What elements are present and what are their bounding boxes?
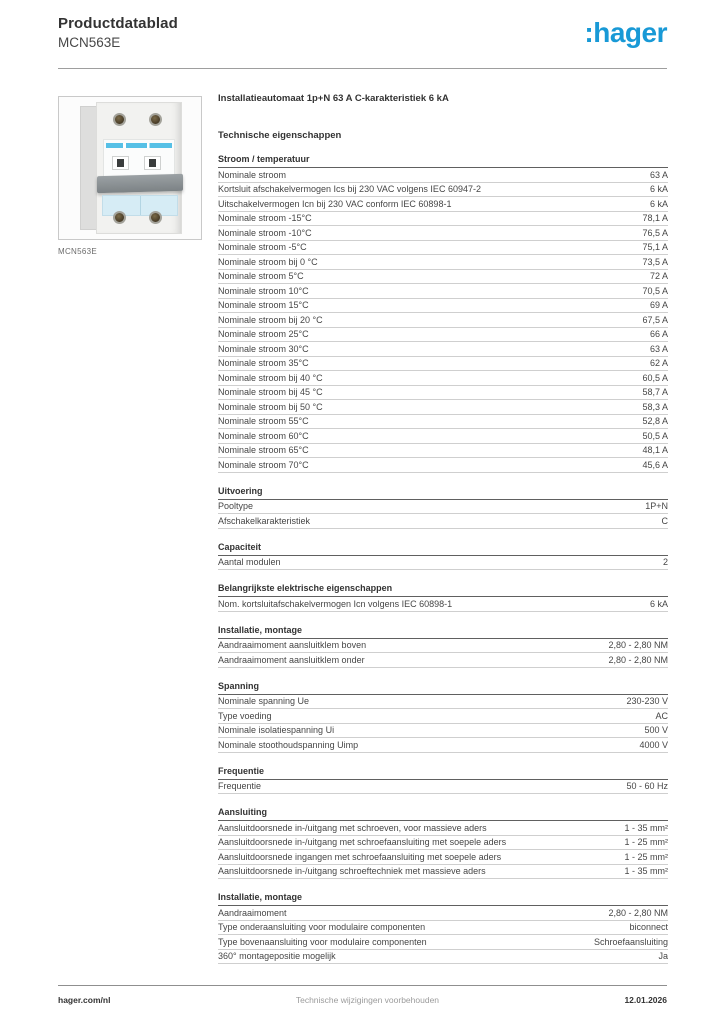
spec-row-value: 60,5 A bbox=[642, 372, 668, 383]
spec-row-value: 67,5 A bbox=[642, 314, 668, 325]
spec-row-value: 52,8 A bbox=[642, 416, 668, 426]
spec-row-value: 50 - 60 Hz bbox=[626, 781, 668, 791]
spec-row bbox=[218, 168, 668, 183]
spec-row-label: Type voeding bbox=[218, 710, 272, 721]
spec-row-label: Nominale stroom bij 45 °C bbox=[218, 387, 323, 397]
breaker-screw-bottom-right bbox=[149, 211, 162, 224]
breaker-screw-bottom-left bbox=[113, 211, 126, 224]
spec-row bbox=[218, 639, 668, 654]
spec-row bbox=[218, 386, 668, 401]
section-title: Stroom / temperatuur bbox=[218, 154, 668, 168]
footer-date: 12.01.2026 bbox=[624, 995, 667, 1005]
circuit-breaker-illustration bbox=[80, 102, 182, 234]
page-footer bbox=[58, 995, 667, 1005]
section-title: Installatie, montage bbox=[218, 892, 668, 906]
spec-row-label: Afschakelkarakteristiek bbox=[218, 515, 311, 526]
spec-row-value: 50,5 A bbox=[642, 430, 668, 441]
tech-properties-heading: Technische eigenschappen bbox=[218, 130, 342, 141]
breaker-label-divider bbox=[140, 196, 141, 215]
section-title: Frequentie bbox=[218, 766, 668, 780]
spec-row-value: 70,5 A bbox=[642, 285, 668, 296]
spec-row bbox=[218, 780, 668, 795]
spec-row-label: Nominale stroom 30°C bbox=[218, 343, 309, 354]
spec-row-label: Nominale stroom bij 50 °C bbox=[218, 401, 323, 412]
spec-row-label: Aansluitdoorsnede ingangen met schroefaansluiting met soepele aders bbox=[218, 851, 502, 862]
spec-row-label: Nom. kortsluitafschakelvermogen Icn volgens IEC 60898-1 bbox=[218, 598, 453, 609]
spec-row-label: Aandraaimoment bbox=[218, 907, 287, 918]
spec-row-value: 62 A bbox=[649, 358, 668, 368]
spec-row-value: 2,80 - 2,80 NM bbox=[608, 640, 668, 650]
breaker-screw-top-left bbox=[113, 113, 126, 126]
spec-row bbox=[218, 400, 668, 415]
spec-row bbox=[218, 212, 668, 227]
spec-row-value: C bbox=[661, 515, 668, 526]
spec-row-value: 69 A bbox=[649, 300, 668, 310]
product-image-column bbox=[58, 96, 202, 256]
spec-row-label: Nominale stroom -10°C bbox=[218, 227, 312, 238]
product-title: Installatieautomaat 1p+N 63 A C-karakteristiek 6 kA bbox=[218, 93, 449, 104]
spec-row-label: Nominale stroom 65°C bbox=[218, 445, 309, 455]
spec-row bbox=[218, 458, 668, 473]
spec-row-value: 2,80 - 2,80 NM bbox=[608, 654, 668, 665]
spec-row-value: 66 A bbox=[649, 329, 668, 339]
spec-row-value: 230-230 V bbox=[626, 696, 668, 706]
spec-row bbox=[218, 444, 668, 459]
spec-row-label: Aansluitdoorsnede in-/uitgang met schroeven, voor massieve aders bbox=[218, 822, 487, 833]
spec-row-label: Nominale stroom 5°C bbox=[218, 271, 304, 281]
breaker-indicator-dot bbox=[117, 159, 124, 167]
spec-row bbox=[218, 241, 668, 256]
spec-row bbox=[218, 357, 668, 372]
spec-section-3 bbox=[218, 583, 668, 612]
spec-row bbox=[218, 906, 668, 921]
spec-row bbox=[218, 371, 668, 386]
spec-row-value: 500 V bbox=[644, 725, 668, 735]
spec-row-value: 4000 V bbox=[639, 739, 668, 750]
spec-section-4 bbox=[218, 625, 668, 668]
breaker-indicator-dot bbox=[149, 159, 156, 167]
spec-row-label: Nominale stroom 55°C bbox=[218, 416, 309, 426]
spec-row bbox=[218, 653, 668, 668]
spec-row-label: Frequentie bbox=[218, 781, 262, 791]
spec-row-label: Nominale stroom bij 40 °C bbox=[218, 372, 323, 383]
spec-row-label: Kortsluit afschakelvermogen Ics bij 230 VAC volgens IEC 60947-2 bbox=[218, 184, 481, 194]
spec-row-label: Nominale stroom 10°C bbox=[218, 285, 309, 296]
spec-row bbox=[218, 935, 668, 950]
breaker-indicator-window-left bbox=[112, 156, 129, 170]
spec-row bbox=[218, 328, 668, 343]
spec-row bbox=[218, 821, 668, 836]
spec-row-value: Schroefaansluiting bbox=[593, 936, 668, 947]
spec-row-label: Pooltype bbox=[218, 501, 254, 511]
spec-row bbox=[218, 738, 668, 753]
spec-row-value: 1 - 25 mm² bbox=[624, 851, 668, 862]
spec-row-label: Uitschakelvermogen Icn bij 230 VAC conform IEC 60898-1 bbox=[218, 198, 452, 209]
spec-row bbox=[218, 597, 668, 612]
spec-row-value: 63 A bbox=[649, 343, 668, 354]
document-type: Productdatablad bbox=[58, 15, 178, 32]
spec-row-label: Nominale stroom 15°C bbox=[218, 300, 309, 310]
spec-row-label: 360° montagepositie mogelijk bbox=[218, 951, 336, 961]
spec-row bbox=[218, 226, 668, 241]
spec-section-5 bbox=[218, 681, 668, 753]
spec-row bbox=[218, 183, 668, 198]
spec-row bbox=[218, 197, 668, 212]
breaker-body bbox=[96, 102, 182, 234]
spec-row-label: Nominale stoothoudspanning Uimp bbox=[218, 739, 359, 750]
spec-row bbox=[218, 270, 668, 285]
spec-column bbox=[218, 93, 668, 964]
spec-row-label: Aansluitdoorsnede in-/uitgang schroeftechniek met massieve aders bbox=[218, 866, 486, 876]
spec-section-2 bbox=[218, 542, 668, 571]
spec-row-label: Nominale stroom 70°C bbox=[218, 459, 309, 470]
breaker-toggle-lever bbox=[97, 174, 183, 193]
spec-row-label: Nominale stroom bbox=[218, 169, 287, 180]
spec-row-value: biconnect bbox=[629, 922, 668, 932]
product-image-caption: MCN563E bbox=[58, 247, 98, 256]
spec-row-label: Type bovenaansluiting voor modulaire componenten bbox=[218, 936, 427, 947]
page-header bbox=[58, 15, 667, 50]
spec-row bbox=[218, 415, 668, 430]
spec-row-label: Nominale stroom bij 20 °C bbox=[218, 314, 323, 325]
breaker-brand-stripe bbox=[106, 143, 172, 148]
spec-row-label: Nominale stroom 25°C bbox=[218, 329, 309, 339]
spec-row bbox=[218, 284, 668, 299]
spec-row bbox=[218, 500, 668, 515]
spec-row-label: Nominale isolatiespanning Ui bbox=[218, 725, 335, 735]
spec-section-6 bbox=[218, 766, 668, 795]
footer-website: hager.com/nl bbox=[58, 995, 111, 1005]
breaker-screw-top-right bbox=[149, 113, 162, 126]
spec-row-value: Ja bbox=[658, 951, 668, 961]
section-title: Capaciteit bbox=[218, 542, 668, 556]
section-title: Belangrijkste elektrische eigenschappen bbox=[218, 583, 668, 597]
spec-row bbox=[218, 850, 668, 865]
spec-row-value: 1P+N bbox=[645, 501, 668, 511]
spec-row-label: Nominale stroom bij 0 °C bbox=[218, 256, 318, 267]
spec-row-value: 63 A bbox=[649, 169, 668, 180]
spec-row-label: Nominale stroom -5°C bbox=[218, 242, 307, 252]
spec-row-value: 76,5 A bbox=[642, 227, 668, 238]
spec-row-value: 2 bbox=[662, 557, 668, 567]
spec-row-label: Type onderaansluiting voor modulaire componenten bbox=[218, 922, 426, 932]
spec-row bbox=[218, 921, 668, 936]
spec-row bbox=[218, 556, 668, 571]
spec-row-label: Aansluitdoorsnede in-/uitgang met schroefaansluiting met soepele aders bbox=[218, 837, 507, 847]
spec-row-value: 72 A bbox=[649, 271, 668, 281]
spec-row-label: Nominale spanning Ue bbox=[218, 696, 310, 706]
header-divider bbox=[58, 68, 667, 69]
spec-row-label: Aandraaimoment aansluitklem onder bbox=[218, 654, 365, 665]
spec-row bbox=[218, 709, 668, 724]
spec-row bbox=[218, 950, 668, 965]
header-product-code: MCN563E bbox=[58, 35, 121, 50]
spec-row-value: 1 - 35 mm² bbox=[624, 822, 668, 833]
spec-row bbox=[218, 429, 668, 444]
spec-section-1 bbox=[218, 486, 668, 529]
spec-row-value: 1 - 35 mm² bbox=[624, 866, 668, 876]
product-photo bbox=[58, 96, 202, 240]
spec-row-value: 58,7 A bbox=[642, 387, 668, 397]
spec-section-7 bbox=[218, 807, 668, 879]
section-title: Installatie, montage bbox=[218, 625, 668, 639]
spec-row-value: 6 kA bbox=[649, 198, 668, 209]
footer-divider bbox=[58, 985, 667, 986]
section-title: Uitvoering bbox=[218, 486, 668, 500]
spec-row-value: 45,6 A bbox=[642, 459, 668, 470]
spec-row bbox=[218, 342, 668, 357]
spec-row-value: 2,80 - 2,80 NM bbox=[608, 907, 668, 918]
breaker-face-panel bbox=[103, 139, 175, 177]
spec-row bbox=[218, 313, 668, 328]
spec-row-value: 73,5 A bbox=[642, 256, 668, 267]
spec-row bbox=[218, 724, 668, 739]
breaker-indicator-window-right bbox=[144, 156, 161, 170]
spec-row-value: 58,3 A bbox=[642, 401, 668, 412]
spec-row-label: Aandraaimoment aansluitklem boven bbox=[218, 640, 367, 650]
spec-row-value: 6 kA bbox=[649, 184, 668, 194]
spec-row-label: Nominale stroom 35°C bbox=[218, 358, 309, 368]
spec-row bbox=[218, 514, 668, 529]
section-title: Spanning bbox=[218, 681, 668, 695]
spec-sections bbox=[218, 154, 668, 964]
footer-disclaimer: Technische wijzigingen voorbehouden bbox=[295, 995, 440, 1005]
spec-row-value: 75,1 A bbox=[642, 242, 668, 252]
spec-section-8 bbox=[218, 892, 668, 964]
spec-row-value: AC bbox=[655, 710, 668, 721]
spec-row bbox=[218, 836, 668, 851]
spec-row-value: 48,1 A bbox=[642, 445, 668, 455]
spec-row bbox=[218, 865, 668, 880]
spec-row bbox=[218, 255, 668, 270]
spec-row-value: 1 - 25 mm² bbox=[624, 837, 668, 847]
spec-row-label: Aantal modulen bbox=[218, 557, 281, 567]
spec-row bbox=[218, 299, 668, 314]
section-title: Aansluiting bbox=[218, 807, 668, 821]
spec-row-label: Nominale stroom 60°C bbox=[218, 430, 309, 441]
spec-row-value: 6 kA bbox=[649, 598, 668, 609]
spec-section-0 bbox=[218, 154, 668, 473]
spec-row-value: 78,1 A bbox=[642, 213, 668, 223]
spec-row-label: Nominale stroom -15°C bbox=[218, 213, 312, 223]
spec-row bbox=[218, 695, 668, 710]
hager-logo: :hager bbox=[584, 17, 667, 48]
